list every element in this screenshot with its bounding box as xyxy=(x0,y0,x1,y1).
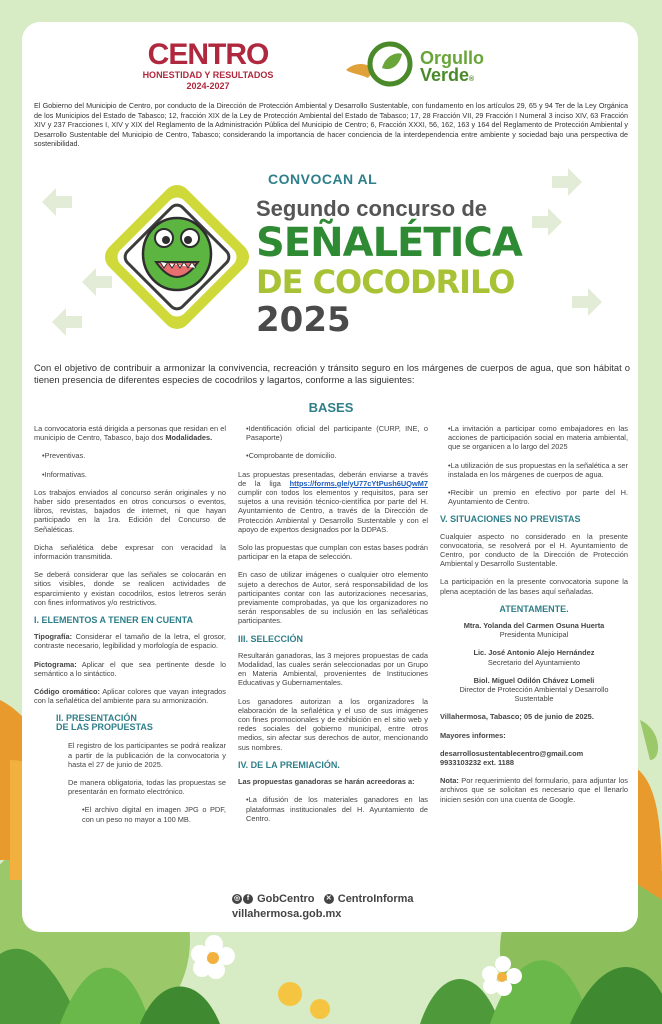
item-label: Tipografía: xyxy=(34,632,73,642)
item-text: Aplicar el que sea pertinente desde lo semántico a lo sintáctico. xyxy=(34,659,226,678)
verde-word xyxy=(420,67,484,88)
daisy-icon xyxy=(191,935,235,979)
form-link[interactable]: https://forms.gle/yU77cYtPush6UQwM7 xyxy=(289,478,428,488)
awards-intro: Las propuestas ganadoras se harán acreedoras a: xyxy=(238,777,415,787)
bases-column-1 xyxy=(34,424,226,833)
signer-role: Secretario del Ayuntamiento xyxy=(487,657,581,667)
contact-block xyxy=(440,749,628,767)
signer-name: Mtra. Yolanda del Carmen Osuna Huerta xyxy=(463,621,605,631)
centro-years: 2024-2027 xyxy=(186,81,230,91)
submission-text-cont: cumplir con todos los elementos y requisitos, para ser sujetos a una revisión técnico-científica por parte del H. Ayuntamiento de Centro, a través de la Dirección de Protección Ambiental y Desarrollo Sustentable y con el apoyo de expertos designados por la DDPAS. xyxy=(238,488,428,534)
note-paragraph xyxy=(440,776,628,804)
registration-paragraph: El registro de los participantes se podrá realizar a partir de la publicación de la convocatoria y hasta el 27 de junio de 2025. xyxy=(68,741,226,769)
heading-line: DE LAS PROPUESTAS xyxy=(56,722,153,733)
orgullo-verde-logo xyxy=(342,40,512,90)
submission-text: Las propuestas presentadas, deberán enviarse a través de la liga xyxy=(238,469,428,488)
bases-column-2 xyxy=(238,424,428,832)
originality-paragraph: Los trabajos enviados al concurso serán originales y no haber sido presentados en otros concursos o eventos, libros, revistas, bajados de internet, ni que hayan participado en la 1ra. Edición del Concurso de Señaléticas. xyxy=(34,487,226,534)
place-date: Villahermosa, Tabasco; 05 de junio de 2025. xyxy=(440,712,594,722)
social-handle-centroinforma[interactable]: CentroInforma xyxy=(337,893,414,905)
note-text: Por requerimiento del formulario, para adjuntar los archivos que se solicitan es necesario que el llenarlo inicien sesión con una cuenta de Google. xyxy=(440,776,628,804)
acceptance-paragraph: La participación en la presente convocatoria supone la plena aceptación de las bases aquí señaladas. xyxy=(440,577,628,596)
list-item: •Preventivas. xyxy=(42,451,86,461)
registered-mark: ® xyxy=(469,76,475,83)
social-handle-gobcentro[interactable]: GobCentro xyxy=(257,893,315,905)
bottom-plants xyxy=(0,914,662,1024)
authorization-paragraph: Los ganadores autorizan a los organizadores la elaboración de la señalética y el uso de sus imágenes con fines promocionales y de exhibición en el sitio web y redes sociales del gobierno municipal, entre otros medios, sin afectar sus derechos de autor, mencionando sus nombres. xyxy=(238,696,428,752)
yellow-flower-icon xyxy=(278,982,302,1006)
section-heading-selection: III. SELECCIÓN xyxy=(238,633,304,644)
signature-block xyxy=(440,676,628,704)
instagram-icon[interactable]: ◎ xyxy=(233,895,241,903)
eligibility-text: La convocatoria está dirigida a personas que residan en el municipio de Centro, Tabasco, bajo dos xyxy=(34,424,226,443)
section-heading-unforeseen: V. SITUACIONES NO PREVISTAS xyxy=(440,514,581,525)
item-label: Código cromático: xyxy=(34,687,100,697)
signer-role: Director de Protección Ambiental y Desarrollo Sustentable xyxy=(459,685,609,704)
centro-tagline: HONESTIDAD Y RESULTADOS xyxy=(142,70,274,80)
list-item: •La invitación a participar como embajadores en las acciones de participación social en materia ambiental, que se organicen a lo largo del 2025 xyxy=(448,424,628,452)
copyright-paragraph: En caso de utilizar imágenes o cualquier otro elemento sujeto a derechos de Autor, será responsabilidad de los participantes contar con las autorizaciones necesarias, previamente comprobadas, ya que los organizadores no serán responsables de su inclusión en las señaléticas participantes. xyxy=(238,570,428,626)
format-paragraph: De manera obligatoria, todas las propuestas se presentarán en formato electrónico. xyxy=(68,778,226,797)
verde-text: Verde xyxy=(420,65,470,85)
placement-paragraph: Se deberá considerar que las señales se colocarán en sitios visibles, donde se realicen actividades de esparcimiento y existan cocodrilos, estos letreros serán con fines informativos y/o restrictivos. xyxy=(34,570,226,607)
note-label: Nota: xyxy=(440,776,459,786)
atentamente-heading: ATENTAMENTE. xyxy=(499,603,569,614)
signature-block xyxy=(440,648,628,666)
signer-name: Biol. Miguel Odilón Chávez Lomeli xyxy=(473,675,595,685)
contact-email[interactable]: desarrollosustentablecentro@gmail.com xyxy=(440,748,584,758)
list-item: •Recibir un premio en efectivo por parte del H. Ayuntamiento de Centro. xyxy=(448,488,628,507)
list-item: •Identificación oficial del participante (CURP, INE, o Pasaporte) xyxy=(246,424,428,443)
list-item: •Comprobante de domicilio. xyxy=(246,451,337,461)
section-heading-presentation xyxy=(34,714,226,732)
contest-subtitle: Segundo concurso de xyxy=(256,196,488,221)
signer-name: Lic. José Antonio Alejo Hernández xyxy=(473,648,595,658)
more-info-label: Mayores informes: xyxy=(440,730,506,740)
submission-paragraph xyxy=(238,470,428,534)
unforeseen-paragraph: Cualquier aspecto no considerado en la presente convocatoria, se resolverá por el H. Ayuntamiento de Centro, por conducto de la Dirección de Protección Ambiental y Desarrollo Sustentable. xyxy=(440,531,628,569)
section-heading-awards: IV. DE LA PREMIACIÓN. xyxy=(238,759,340,770)
list-item: •La difusión de los materiales ganadores en las plataformas institucionales del H. Ayuntamiento de Centro. xyxy=(246,795,428,823)
list-item: •Informativas. xyxy=(42,469,87,479)
yellow-flower-icon xyxy=(310,999,330,1019)
list-item: •El archivo digital en imagen JPG o PDF, con un peso no mayor a 100 MB. xyxy=(82,805,226,824)
color-code-item xyxy=(34,687,226,705)
centro-logo xyxy=(128,40,288,91)
leaf-hands-icon xyxy=(342,40,418,90)
item-text: Aplicar colores que vayan integrados con la señalética del ambiente para su armonización. xyxy=(34,687,226,706)
signer-role: Presidenta Municipal xyxy=(499,630,569,640)
winners-paragraph: Resultarán ganadoras, las 3 mejores propuestas de cada Modalidad, las cuales serán seleccionadas por un Grupo en Materia Ambiental, provenientes de Instituciones Educativas y Gubernamentales. xyxy=(238,650,428,688)
bases-column-3 xyxy=(440,424,628,813)
modalidades-label: Modalidades. xyxy=(165,433,213,443)
item-label: Pictograma: xyxy=(34,659,77,669)
heading-line: II. PRESENTACIÓN xyxy=(56,713,137,724)
centro-wordmark: CENTRO xyxy=(147,38,269,71)
section-heading-elements: I. ELEMENTOS A TENER EN CUENTA xyxy=(34,615,194,626)
bases-heading: BASES xyxy=(308,400,354,415)
item-text: Considerar el tamaño de la letra, el grosor, contraste necesario, legibilidad y morfología de espacio. xyxy=(34,632,226,651)
pictogram-item xyxy=(34,660,226,678)
typography-item xyxy=(34,632,226,650)
eligibility-paragraph xyxy=(34,424,226,442)
objective-paragraph: Con el objetivo de contribuir a armonizar la convivencia, recreación y tránsito seguro en los márgenes de cuerpos de agua, que son hábitat o tienen presencia de diferentes especies de cocodrilos y lagartos, conforme a las siguientes: xyxy=(34,362,630,385)
orgullo-verde-wordmark xyxy=(420,50,484,88)
orgullo-word: Orgullo xyxy=(420,48,484,68)
contest-title-line2: DE COCODRILO xyxy=(256,263,515,301)
veracity-paragraph: Dicha señalética debe expresar con veracidad la información transmitida. xyxy=(34,542,226,562)
facebook-icon[interactable]: f xyxy=(243,894,253,904)
eligibility-note: Solo las propuestas que cumplan con estas bases podrán participar en la etapa de selección. xyxy=(238,543,428,562)
list-item: •La utilización de sus propuestas en la señalética a ser instalada en los márgenes de cuerpos de agua. xyxy=(448,460,628,479)
contest-year: 2025 xyxy=(256,300,351,340)
contact-phone: 9933103232 ext. 1188 xyxy=(440,758,514,768)
x-icon[interactable]: ✕ xyxy=(324,894,334,904)
header-logos xyxy=(0,40,662,100)
signature-block xyxy=(440,621,628,639)
website-link[interactable]: villahermosa.gob.mx xyxy=(232,908,342,920)
social-handles xyxy=(232,893,414,905)
contest-title-line1: SEÑALÉTICA xyxy=(256,220,522,266)
convocan-heading: CONVOCAN AL xyxy=(268,171,378,187)
intro-paragraph: El Gobierno del Municipio de Centro, por conducto de la Dirección de Protección Ambiental y Desarrollo Sustentable, con fundamento en los artículos 29, 65 y 94 Ter de la Ley Orgánica de los Municipios del Estado de Tabasco; 12, fracción XIX de la Ley de Protección Ambiental del Estado de Tabasco; 17, 28 Fracción VII, 29 Fracción I Numeral 3 inciso XIV, 63 Fracción XIV y 237 Fracciones I, XIV y XIX del Reglamento de la Administración Pública del Municipio de Centro; 6, Fracción XXXI, 56, 162, 163 y 164 del Reglamento de Protección Ambiental y Desarrollo Sustentable del Municipio de Centro, Tabasco; considerando la importancia de hacer conciencia de la interdependencia entre ambiente y sociedad bajo una perspectiva de sostenibilidad. xyxy=(34,101,628,149)
